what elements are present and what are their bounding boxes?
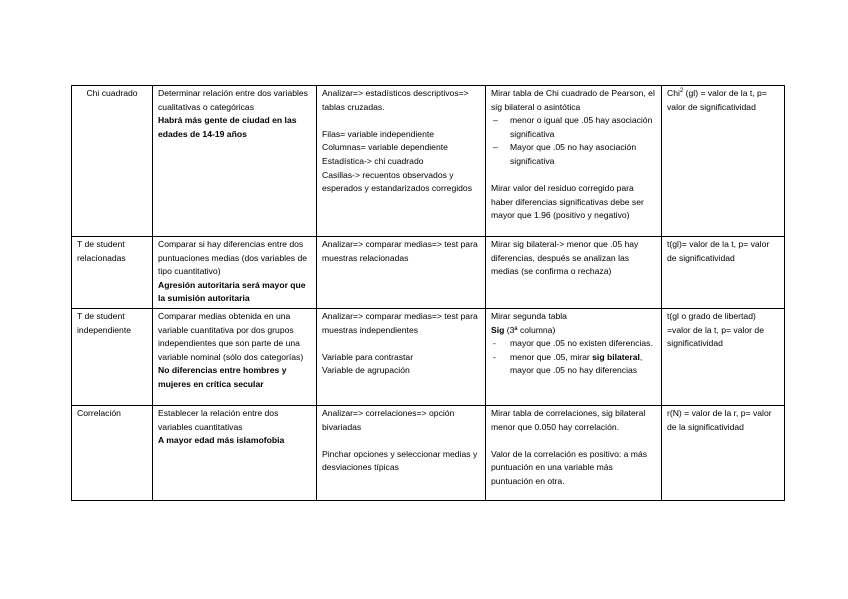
spss-step: Analizar=> comparar medias=> test para muestras relacionadas bbox=[322, 239, 478, 263]
purpose-cell bbox=[153, 405, 317, 500]
purpose-cell bbox=[153, 237, 317, 309]
interpretation-cell bbox=[486, 308, 662, 405]
interpretation-extra: Valor de la correlación es positivo: a más puntuación en una variable más puntuación en otra. bbox=[491, 448, 648, 486]
spss-steps-cell bbox=[317, 308, 486, 405]
sig-column-note bbox=[491, 324, 656, 338]
purpose-cell bbox=[153, 86, 317, 237]
sig-label: Sig bbox=[491, 324, 505, 335]
report-superscript: 2 bbox=[679, 88, 684, 95]
table-row bbox=[72, 86, 785, 237]
spss-step: Analizar=> estadísticos descriptivos=> tablas cruzadas. bbox=[322, 88, 469, 112]
list-item-text: menor o igual que .05 hay asociación significativa bbox=[510, 115, 653, 139]
spss-step: Pinchar opciones y seleccionar medias y desviaciones típicas bbox=[322, 448, 478, 473]
test-name: Chi cuadrado bbox=[86, 88, 138, 98]
interpretation-list bbox=[491, 114, 656, 168]
dash-marker: – bbox=[493, 115, 498, 126]
purpose-cell bbox=[153, 308, 317, 405]
report-format-cell bbox=[662, 237, 785, 309]
list-item-text: mayor que .05 no existen diferencias. bbox=[510, 338, 653, 349]
report-format: r(N) = valor de la r, p= valor de la significatividad bbox=[667, 407, 772, 432]
list-item-text: Mayor que .05 no hay asociación significativa bbox=[510, 142, 637, 166]
spss-spacer bbox=[322, 114, 480, 128]
spacer bbox=[491, 434, 656, 448]
spss-steps-cell bbox=[317, 86, 486, 237]
list-item bbox=[491, 351, 656, 378]
test-name: T de student independiente bbox=[77, 310, 132, 335]
test-name-cell bbox=[72, 237, 153, 309]
purpose-text: Establecer la relación entre dos variables cuantitativas bbox=[158, 407, 279, 432]
list-item-text: , mayor que .05 no hay diferencias bbox=[510, 351, 643, 376]
example-hypothesis: Agresión autoritaria será mayor que la sumisión autoritaria bbox=[158, 279, 306, 304]
statistics-summary-table bbox=[71, 85, 785, 501]
spacer bbox=[491, 169, 656, 183]
example-hypothesis: No diferencias entre hombres y mujeres en crítica secular bbox=[158, 365, 287, 389]
table-row bbox=[72, 405, 785, 500]
spss-step: Casillas-> recuentos observados y esperados y estandarizados corregidos bbox=[322, 169, 473, 194]
interpretation-cell bbox=[486, 86, 662, 237]
spss-spacer bbox=[322, 337, 480, 351]
spss-spacer bbox=[322, 434, 480, 448]
purpose-text: Comparar si hay diferencias entre dos puntuaciones medias (dos variables de tipo cuantitativo) bbox=[158, 239, 308, 277]
report-format-cell bbox=[662, 405, 785, 500]
purpose-text: Determinar relación entre dos variables cualitativas o categóricas bbox=[158, 88, 308, 112]
example-hypothesis: A mayor edad más islamofobia bbox=[158, 435, 285, 446]
report-format: t(gl)= valor de la t, p= valor de significatividad bbox=[667, 239, 770, 263]
spss-steps-cell bbox=[317, 405, 486, 500]
spss-step: Analizar=> correlaciones=> opción bivariadas bbox=[322, 407, 455, 432]
purpose-text: Comparar medias obtenida en una variable cuantitativa por dos grupos independientes que son parte de una variable nominal (sólo dos categorías) bbox=[158, 310, 304, 362]
dash-marker: – bbox=[493, 142, 498, 153]
spss-step: Variable para contrastar bbox=[322, 351, 414, 362]
list-item bbox=[491, 337, 656, 351]
spss-step: Columnas= variable dependiente bbox=[322, 142, 448, 153]
interpretation-list bbox=[491, 337, 656, 378]
test-name-cell bbox=[72, 86, 153, 237]
interpretation-intro: Mirar segunda tabla bbox=[491, 310, 567, 321]
sig-column-text: (3ª columna) bbox=[504, 324, 556, 335]
interpretation-intro: Mirar sig bilateral-> menor que .05 hay diferencias, después se analizan las medias (se confirma o rechaza) bbox=[491, 239, 639, 277]
test-name-cell bbox=[72, 405, 153, 500]
report-format-cell bbox=[662, 86, 785, 237]
dash-marker: - bbox=[493, 338, 496, 349]
list-item bbox=[491, 114, 656, 141]
test-name: T de student relacionadas bbox=[77, 239, 126, 263]
table-row bbox=[72, 308, 785, 405]
sig-bilateral-label: sig bilateral bbox=[592, 351, 640, 362]
interpretation-extra: Mirar valor del residuo corregido para haber diferencias significativas debe ser mayor que 1.96 (positivo y negativo) bbox=[491, 183, 644, 221]
dash-marker: - bbox=[493, 351, 496, 362]
example-hypothesis: Habrá más gente de ciudad en las edades de 14-19 años bbox=[158, 115, 297, 139]
interpretation-intro: Mirar tabla de Chi cuadrado de Pearson, el sig bilateral o asintótica bbox=[491, 88, 655, 112]
report-rest: (gl) = valor de la t, p= valor de significatividad bbox=[667, 88, 767, 112]
test-name: Correlación bbox=[77, 407, 121, 418]
spss-step: Filas= variable independiente bbox=[322, 128, 435, 139]
spss-step: Variable de agrupación bbox=[322, 365, 410, 376]
interpretation-cell bbox=[486, 405, 662, 500]
report-prefix: Chi bbox=[667, 88, 680, 98]
table-row bbox=[72, 237, 785, 309]
interpretation-intro: Mirar tabla de correlaciones, sig bilateral menor que 0.050 hay correlación. bbox=[491, 407, 646, 432]
report-format-cell bbox=[662, 308, 785, 405]
spss-steps-cell bbox=[317, 237, 486, 309]
list-item-text: menor que .05, mirar bbox=[510, 351, 593, 362]
spss-step: Analizar=> comparar medias=> test para muestras independientes bbox=[322, 310, 478, 335]
list-item bbox=[491, 141, 656, 168]
report-format: t(gl o grado de libertad) =valor de la t, p= valor de significatividad bbox=[667, 310, 764, 349]
interpretation-cell bbox=[486, 237, 662, 309]
test-name-cell bbox=[72, 308, 153, 405]
spss-step: Estadística-> chi cuadrado bbox=[322, 155, 424, 166]
